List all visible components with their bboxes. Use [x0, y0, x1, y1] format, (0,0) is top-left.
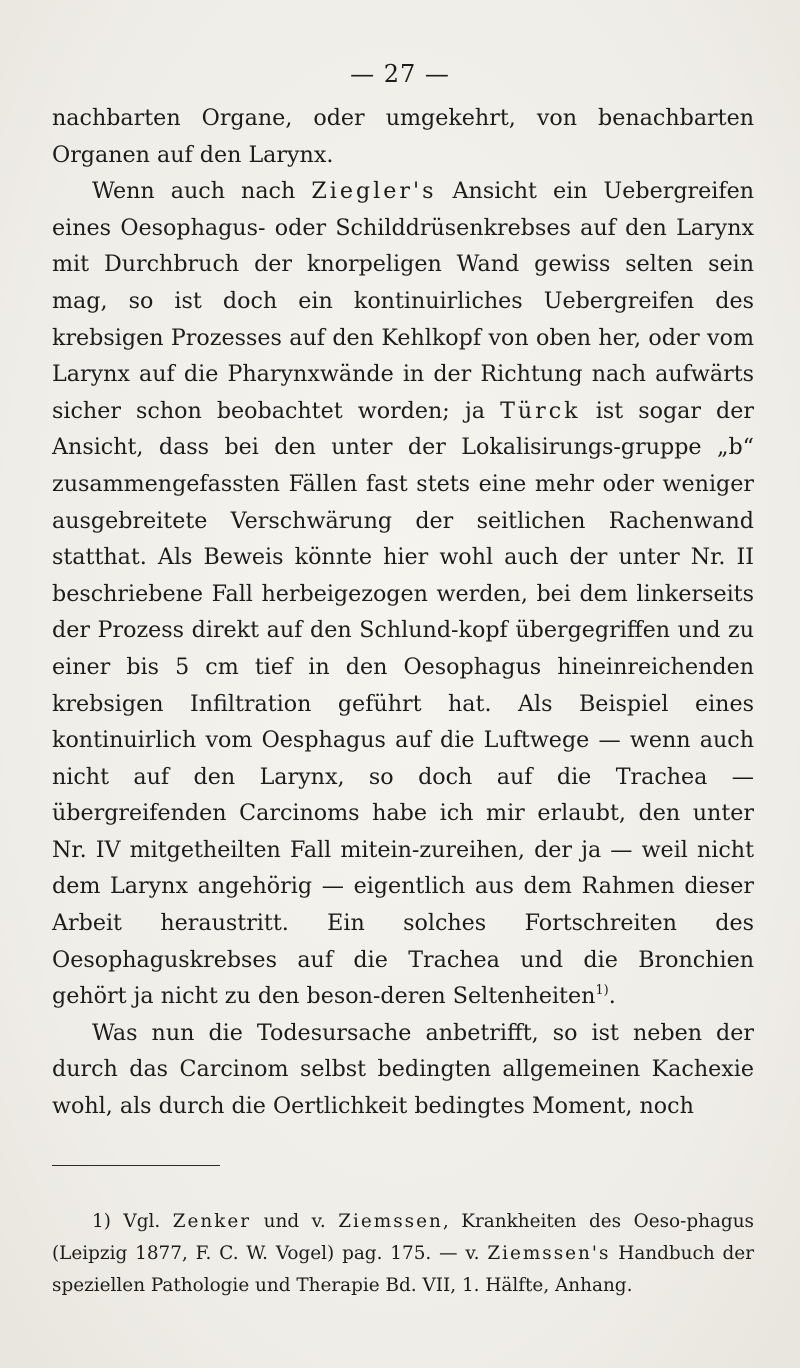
text-run: Was nun die Todesursache anbetrifft, so ist neben der durch das Carcinom selbst bedingten allgemeinen Kachexie wohl, als durch die Oertlichkeit bedingtes Moment, noch — [52, 1019, 754, 1120]
footnote-reference: 1) — [595, 983, 609, 999]
footnote — [52, 1206, 754, 1302]
text-run: Handbuch der speziellen Pathologie und Therapie Bd. VII, 1. Hälfte, Anhang. — [52, 1243, 754, 1297]
body-text — [52, 100, 754, 1125]
paragraph — [52, 100, 754, 173]
emphasized-name: Ziemssen's — [487, 1243, 611, 1265]
text-run: nachbarten Organe, oder umgekehrt, von benachbarten Organen auf den Larynx. — [52, 105, 754, 168]
emphasized-name: Zenker — [172, 1211, 252, 1233]
text-run: Wenn auch nach — [92, 178, 312, 205]
page-number: — 27 — — [350, 60, 450, 88]
text-run: Ansicht ein Uebergreifen eines Oesophagus- oder Schilddrüsenkrebses auf den Larynx mit Durchbruch der knorpeligen Wand gewiss selten sein mag, so ist doch ein kontinuirliches Uebergreifen des krebsigen Prozesses auf den Kehlkopf von oben her, oder vom Larynx auf die Pharynxwände in der Richtung nach aufwärts sicher schon beobachtet worden; ja — [52, 178, 754, 424]
emphasized-name: Ziemssen — [338, 1211, 443, 1233]
text-run: ist sogar der Ansicht, dass bei den unter der Lokalisirungs-gruppe „b“ zusammengefassten Fällen fast stets eine mehr oder weniger ausgebreitete Verschwärung der seitlichen Rachenwand statthat. Als Beweis könnte hier wohl auch der unter Nr. II beschriebene Fall herbeigezogen werden, bei dem linkerseits der Prozess direkt auf den Schlund-kopf übergegriffen und zu einer bis 5 cm tief in den Oesophagus hineinreichenden krebsigen Infiltration geführt hat. Als Beispiel eines kontinuirlich vom Oesphagus auf die Luftwege — wenn auch nicht auf den Larynx, so doch auf die Trachea — übergreifenden Carcinoms habe ich mir erlaubt, den unter Nr. IV mitgetheilten Fall mitein-zureihen, der ja — weil nicht dem Larynx angehörig — eigentlich aus dem Rahmen dieser Arbeit heraustritt. Ein solches Fortschreiten des Oesophaguskrebses auf die Trachea und die Bronchien gehört ja nicht zu den beson-deren Seltenheiten — [52, 397, 755, 1010]
text-run: , Krankheiten des Oeso-phagus (Leipzig 1877, F. C. W. Vogel) pag. 175. — v. — [52, 1211, 754, 1265]
text-run: und v. — [251, 1211, 339, 1233]
footnote-divider — [52, 1165, 220, 1166]
emphasized-name: Ziegler's — [311, 178, 437, 205]
paragraph — [52, 1015, 754, 1125]
text-run: 1) Vgl. — [92, 1211, 173, 1233]
emphasized-name: Türck — [500, 397, 581, 424]
text-run: . — [608, 983, 616, 1010]
paragraph — [52, 173, 754, 1015]
